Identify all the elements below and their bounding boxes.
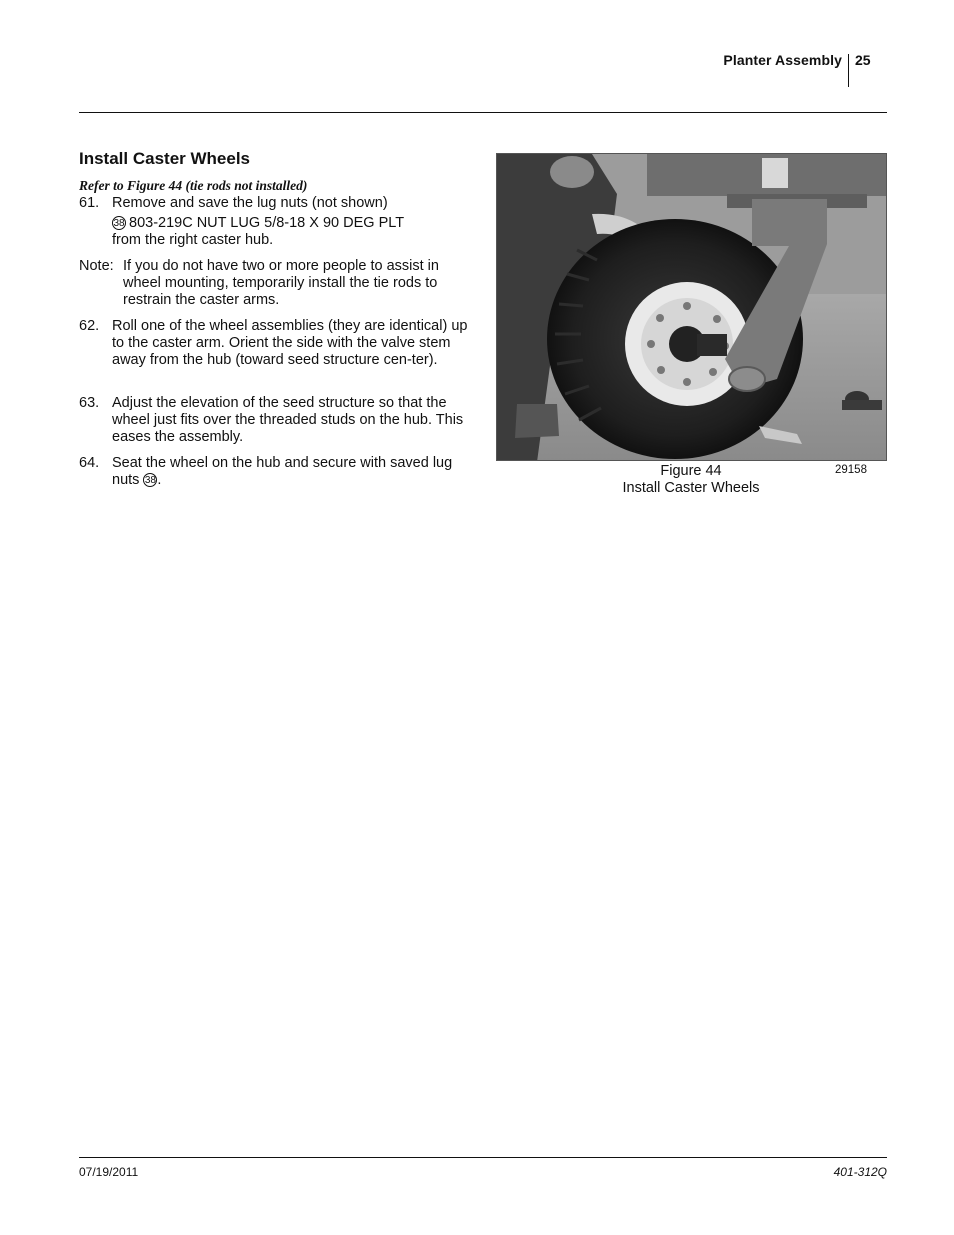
- callout-reference: 38: [144, 475, 156, 486]
- step-62: [79, 318, 474, 369]
- callout-reference: 38: [113, 218, 125, 229]
- running-header-title: Planter Assembly: [723, 52, 842, 68]
- step-text: Adjust the elevation of the seed structure so that the wheel just fits over the threaded studs on the hub. This eases the assembly.: [112, 395, 464, 445]
- page-number: 25: [855, 52, 871, 68]
- step-number: 62.: [79, 318, 100, 334]
- footer-document-number: 401-312Q: [833, 1165, 887, 1179]
- note-text: If you do not have two or more people to assist in wheel mounting, temporarily install the tie rods to restrain the caster arms.: [123, 258, 439, 308]
- figure-number: Figure 44: [660, 463, 722, 479]
- step-text: Remove and save the lug nuts (not shown): [112, 195, 388, 211]
- note-label: Note:: [79, 258, 114, 274]
- header-divider: [848, 54, 849, 87]
- step-64: [79, 455, 474, 489]
- note: [79, 258, 474, 309]
- header-rule: [79, 112, 887, 113]
- figure-reference: Refer to Figure 44 (tie rods not installed): [79, 178, 308, 193]
- step-text: Seat the wheel on the hub and secure with saved lug nuts: [112, 455, 453, 488]
- footer-rule: [79, 1157, 887, 1158]
- step-text: from the right caster hub.: [112, 232, 274, 248]
- step-63: [79, 395, 474, 446]
- figure-caption: Install Caster Wheels: [622, 480, 760, 496]
- section-title: Install Caster Wheels: [79, 149, 251, 168]
- step-61: [79, 195, 474, 249]
- step-number: 64.: [79, 455, 100, 471]
- figure-image-id: 29158: [835, 464, 867, 476]
- step-number: 63.: [79, 395, 100, 411]
- step-number: 61.: [79, 195, 100, 211]
- footer-date: 07/19/2011: [79, 1165, 139, 1179]
- step-text: Roll one of the wheel assemblies (they are identical) up to the caster arm. Orient the side with the valve stem away from the hub (toward seed structure cen-ter).: [112, 318, 468, 368]
- step-punctuation: .: [157, 472, 162, 488]
- part-number: 803-219C NUT LUG 5/8-18 X 90 DEG PLT: [129, 215, 405, 231]
- caster-wheel-photo: [496, 153, 887, 461]
